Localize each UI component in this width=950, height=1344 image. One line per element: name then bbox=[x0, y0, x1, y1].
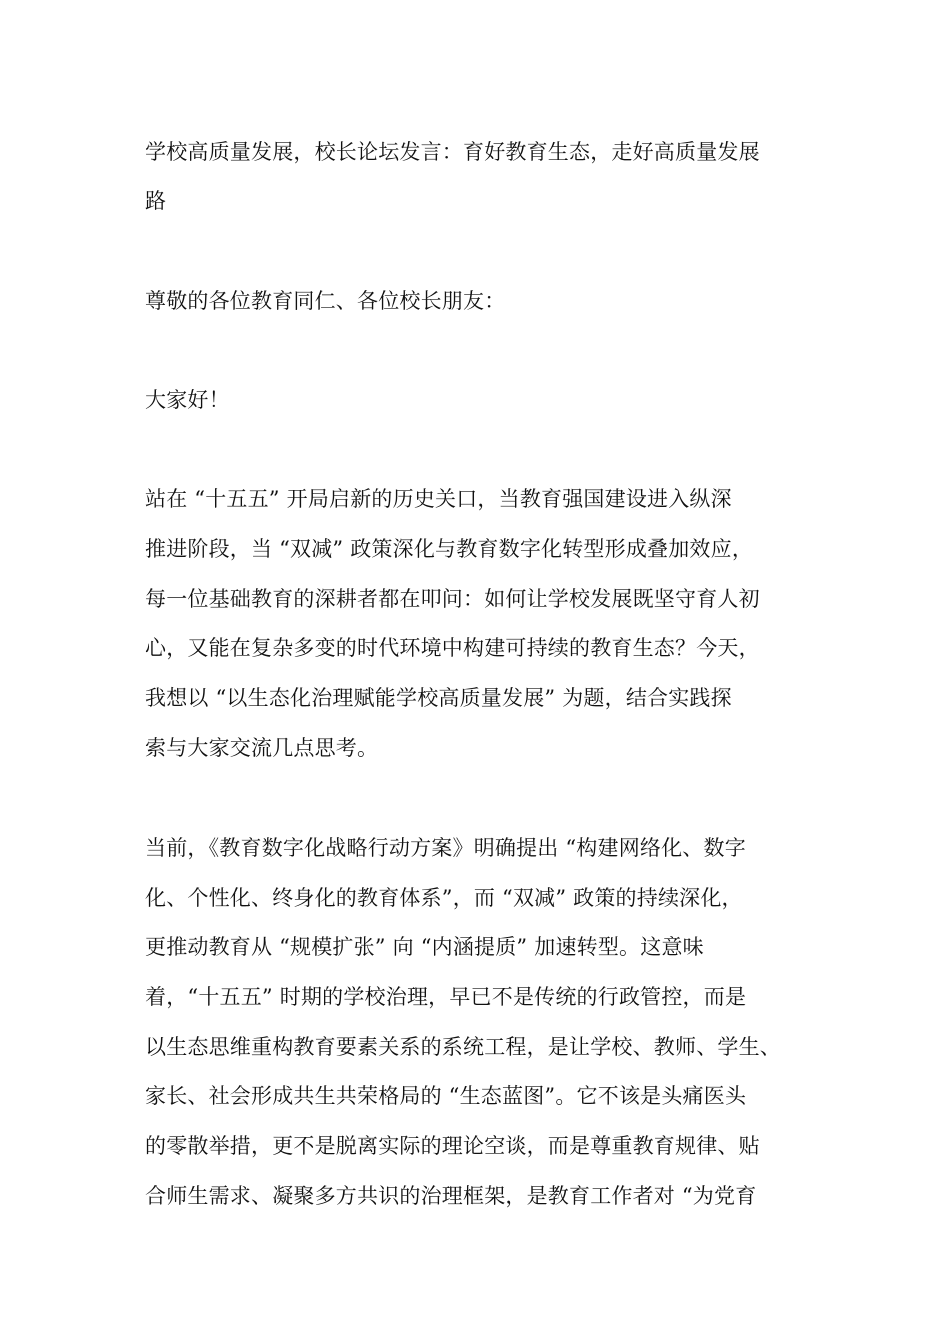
paragraph-2-line-1: 当前，《教育数字化战略行动方案》明确提出 “构建网络化、数字 bbox=[145, 836, 746, 860]
document-title-line-1: 学校高质量发展，校长论坛发言：育好教育生态，走好高质量发展 bbox=[145, 140, 760, 164]
paragraph-1-line-6: 索与大家交流几点思考。 bbox=[145, 736, 379, 760]
paragraph-2-line-6: 家长、社会形成共生共荣格局的 “生态蓝图”。它不该是头痛医头 bbox=[145, 1084, 747, 1108]
greeting: 大家好！ bbox=[145, 388, 230, 412]
paragraph-1-line-4: 心，又能在复杂多变的时代环境中构建可持续的教育生态？今天， bbox=[145, 636, 760, 660]
paragraph-2-line-5: 以生态思维重构教育要素关系的系统工程，是让学校、教师、学生、 bbox=[145, 1035, 781, 1059]
paragraph-1-line-2: 推进阶段，当 “双减” 政策深化与教育数字化转型形成叠加效应， bbox=[145, 537, 754, 561]
paragraph-1-line-3: 每一位基础教育的深耕者都在叩问：如何让学校发展既坚守育人初 bbox=[145, 587, 760, 611]
paragraph-1-line-5: 我想以 “以生态化治理赋能学校高质量发展” 为题，结合实践探 bbox=[145, 686, 732, 710]
paragraph-2-line-4: 着，“十五五” 时期的学校治理，早已不是传统的行政管控，而是 bbox=[145, 985, 747, 1009]
paragraph-2-line-8: 合师生需求、凝聚多方共识的治理框架，是教育工作者对 “为党育 bbox=[145, 1184, 757, 1208]
salutation: 尊敬的各位教育同仁、各位校长朋友： bbox=[145, 289, 506, 313]
paragraph-2-line-7: 的零散举措，更不是脱离实际的理论空谈，而是尊重教育规律、贴 bbox=[145, 1134, 760, 1158]
paragraph-1-line-1: 站在 “十五五” 开局启新的历史关口，当教育强国建设进入纵深 bbox=[145, 487, 732, 511]
paragraph-2-line-3: 更推动教育从 “规模扩张” 向 “内涵提质” 加速转型。这意味 bbox=[145, 935, 704, 959]
paragraph-2-line-2: 化、个性化、终身化的教育体系”，而 “双减” 政策的持续深化， bbox=[145, 886, 743, 910]
document-title-line-2: 路 bbox=[145, 189, 167, 213]
